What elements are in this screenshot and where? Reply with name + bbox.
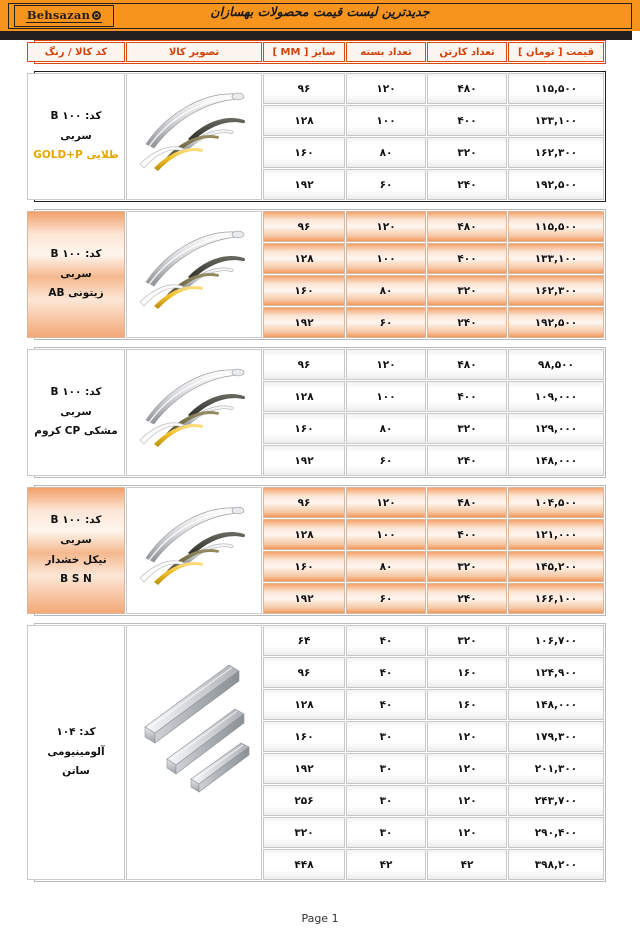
code-line-3: مشکی CP کروم <box>34 425 118 438</box>
aluminum-profile-set-icon <box>127 626 261 879</box>
cell-carton: ۴۰۰ <box>427 519 507 550</box>
code-line-3: نیکل خشدار <box>45 553 107 566</box>
cell-price: ۱۴۵,۲۰۰ <box>508 551 604 582</box>
cell-carton: ۳۲۰ <box>427 551 507 582</box>
code-line-1: کد: B ۱۰۰ <box>50 109 102 122</box>
cell-price: ۱۹۲,۵۰۰ <box>508 307 604 338</box>
page-number: Page 1 <box>301 912 339 925</box>
cell-pack: ۱۰۰ <box>346 243 426 274</box>
product-code-cell <box>27 625 125 880</box>
cell-size: ۹۶ <box>263 73 345 104</box>
product-block <box>34 71 606 202</box>
cell-size: ۱۲۸ <box>263 381 345 412</box>
cell-pack: ۱۰۰ <box>346 105 426 136</box>
code-line-1: کد: B ۱۰۰ <box>50 513 102 526</box>
cell-size: ۹۶ <box>263 487 345 518</box>
cell-pack: ۴۰ <box>346 657 426 688</box>
cell-price: ۱۲۴,۹۰۰ <box>508 657 604 688</box>
cell-size: ۱۹۲ <box>263 307 345 338</box>
logo-label: Behsazan <box>26 7 91 22</box>
cell-price: ۹۸,۵۰۰ <box>508 349 604 380</box>
code-line-1: کد: B ۱۰۰ <box>50 247 102 260</box>
product-image-cell <box>126 211 262 338</box>
cell-pack: ۸۰ <box>346 413 426 444</box>
cell-pack: ۳۰ <box>346 753 426 784</box>
cell-carton: ۳۲۰ <box>427 625 507 656</box>
bow-handle-set-icon <box>127 350 261 475</box>
column-header-image: تصویر کالا <box>126 42 262 62</box>
column-header-size: سایز [ MM ] <box>263 42 345 62</box>
cell-pack: ۱۰۰ <box>346 381 426 412</box>
column-header-pack: تعداد بسته <box>346 42 426 62</box>
cell-price: ۲۹۰,۴۰۰ <box>508 817 604 848</box>
cell-pack: ۱۲۰ <box>346 211 426 242</box>
bow-handle-illustration <box>128 354 260 472</box>
product-table <box>26 486 605 615</box>
cell-size: ۴۴۸ <box>263 849 345 880</box>
cell-pack: ۸۰ <box>346 137 426 168</box>
logo-wordmark <box>26 9 102 23</box>
bow-handle-set-icon <box>127 74 261 199</box>
code-line-2: سربی <box>60 405 92 418</box>
code-line-2: سربی <box>60 533 92 546</box>
code-line-4: B S N <box>60 573 92 586</box>
cell-price: ۳۹۸,۲۰۰ <box>508 849 604 880</box>
code-line-1: کد: ۱۰۴ <box>56 725 96 738</box>
cell-pack: ۱۲۰ <box>346 349 426 380</box>
cell-price: ۱۶۲,۳۰۰ <box>508 137 604 168</box>
cell-pack: ۶۰ <box>346 445 426 476</box>
cell-carton: ۲۴۰ <box>427 307 507 338</box>
product-code-cell <box>27 73 125 200</box>
code-line-3: زیتونی AB <box>48 287 104 300</box>
cell-carton: ۱۶۰ <box>427 689 507 720</box>
cell-pack: ۶۰ <box>346 307 426 338</box>
cell-size: ۱۹۲ <box>263 753 345 784</box>
cell-size: ۶۴ <box>263 625 345 656</box>
cell-size: ۱۶۰ <box>263 721 345 752</box>
column-header-carton: تعداد کارتن <box>427 42 507 62</box>
table-row <box>27 73 604 104</box>
cell-price: ۱۲۹,۰۰۰ <box>508 413 604 444</box>
cell-size: ۱۹۲ <box>263 445 345 476</box>
cell-price: ۲۴۳,۷۰۰ <box>508 785 604 816</box>
cell-price: ۱۲۱,۰۰۰ <box>508 519 604 550</box>
product-image-cell <box>126 349 262 476</box>
cell-price: ۱۱۵,۵۰۰ <box>508 211 604 242</box>
column-header-code: کد کالا / رنگ <box>27 42 125 62</box>
product-blocks <box>0 71 640 882</box>
product-table <box>26 348 605 477</box>
cell-pack: ۴۰ <box>346 625 426 656</box>
cell-size: ۱۶۰ <box>263 275 345 306</box>
product-code-cell <box>27 349 125 476</box>
table-row <box>27 349 604 380</box>
cell-pack: ۶۰ <box>346 583 426 614</box>
page-header-banner <box>0 0 640 34</box>
cell-pack: ۴۰ <box>346 689 426 720</box>
table-row <box>27 211 604 242</box>
cell-carton: ۲۴۰ <box>427 169 507 200</box>
cell-size: ۱۶۰ <box>263 137 345 168</box>
aluminum-profile-illustration <box>131 655 257 851</box>
cell-size: ۱۶۰ <box>263 413 345 444</box>
cell-price: ۱۱۵,۵۰۰ <box>508 73 604 104</box>
cell-size: ۹۶ <box>263 349 345 380</box>
page-footer <box>0 912 640 925</box>
cell-size: ۲۵۶ <box>263 785 345 816</box>
behsazan-logo <box>14 5 114 27</box>
price-list-sheet <box>0 40 640 889</box>
cell-carton: ۱۲۰ <box>427 817 507 848</box>
cell-pack: ۳۰ <box>346 785 426 816</box>
bow-handle-illustration <box>128 216 260 334</box>
cell-carton: ۳۲۰ <box>427 137 507 168</box>
cell-price: ۱۴۸,۰۰۰ <box>508 445 604 476</box>
cell-price: ۱۴۸,۰۰۰ <box>508 689 604 720</box>
column-header-price: قیمت [ تومان ] <box>508 42 604 62</box>
cell-carton: ۴۰۰ <box>427 243 507 274</box>
banner-title: جدیدترین لیست قیمت محصولات بهسازان <box>210 4 430 19</box>
cell-pack: ۸۰ <box>346 275 426 306</box>
cell-carton: ۴۲ <box>427 849 507 880</box>
product-code-cell <box>27 487 125 614</box>
header-row <box>27 42 604 62</box>
product-image-cell <box>126 73 262 200</box>
product-block <box>34 209 606 340</box>
table-row <box>27 487 604 518</box>
cell-carton: ۴۸۰ <box>427 73 507 104</box>
cell-carton: ۱۶۰ <box>427 657 507 688</box>
code-line-1: کد: B ۱۰۰ <box>50 385 102 398</box>
product-block <box>34 623 606 882</box>
cell-carton: ۱۲۰ <box>427 753 507 784</box>
cell-size: ۳۲۰ <box>263 817 345 848</box>
cell-price: ۱۳۳,۱۰۰ <box>508 243 604 274</box>
product-image-cell <box>126 625 262 880</box>
cell-carton: ۴۸۰ <box>427 349 507 380</box>
cell-price: ۱۰۶,۷۰۰ <box>508 625 604 656</box>
product-block <box>34 347 606 478</box>
cell-size: ۱۲۸ <box>263 519 345 550</box>
cell-size: ۹۶ <box>263 211 345 242</box>
cell-size: ۱۲۸ <box>263 689 345 720</box>
cell-size: ۹۶ <box>263 657 345 688</box>
table-row <box>27 625 604 656</box>
cell-carton: ۲۴۰ <box>427 445 507 476</box>
cell-carton: ۴۸۰ <box>427 487 507 518</box>
cell-carton: ۴۸۰ <box>427 211 507 242</box>
cell-size: ۱۹۲ <box>263 169 345 200</box>
banner-shadow-bar <box>0 31 640 40</box>
cell-size: ۱۲۸ <box>263 105 345 136</box>
cell-carton: ۳۲۰ <box>427 413 507 444</box>
cell-carton: ۴۰۰ <box>427 105 507 136</box>
bow-handle-illustration <box>128 78 260 196</box>
product-code-cell <box>27 211 125 338</box>
cell-pack: ۸۰ <box>346 551 426 582</box>
cell-price: ۱۰۴,۵۰۰ <box>508 487 604 518</box>
cell-carton: ۴۰۰ <box>427 381 507 412</box>
bow-handle-set-icon <box>127 488 261 613</box>
code-line-3: آلومینیومی ساتن <box>47 745 105 778</box>
table-header-frame <box>34 40 606 64</box>
cell-price: ۱۶۶,۱۰۰ <box>508 583 604 614</box>
product-table <box>26 72 605 201</box>
product-table <box>26 624 605 881</box>
cell-price: ۱۶۲,۳۰۰ <box>508 275 604 306</box>
cell-carton: ۱۲۰ <box>427 785 507 816</box>
product-image-cell <box>126 487 262 614</box>
ring-dot-mark-icon <box>92 11 101 20</box>
bow-handle-illustration <box>128 492 260 610</box>
code-line-3: طلایی GOLD+P <box>33 149 119 162</box>
cell-pack: ۱۲۰ <box>346 487 426 518</box>
cell-price: ۲۰۱,۳۰۰ <box>508 753 604 784</box>
cell-pack: ۳۰ <box>346 721 426 752</box>
cell-pack: ۱۲۰ <box>346 73 426 104</box>
cell-price: ۱۷۹,۳۰۰ <box>508 721 604 752</box>
code-line-2: سربی <box>60 267 92 280</box>
table-header <box>26 41 605 63</box>
cell-price: ۱۹۲,۵۰۰ <box>508 169 604 200</box>
cell-size: ۱۶۰ <box>263 551 345 582</box>
cell-size: ۱۲۸ <box>263 243 345 274</box>
product-block <box>34 485 606 616</box>
cell-price: ۱۰۹,۰۰۰ <box>508 381 604 412</box>
cell-carton: ۳۲۰ <box>427 275 507 306</box>
cell-price: ۱۳۳,۱۰۰ <box>508 105 604 136</box>
bow-handle-set-icon <box>127 212 261 337</box>
product-table <box>26 210 605 339</box>
cell-carton: ۱۲۰ <box>427 721 507 752</box>
cell-pack: ۴۲ <box>346 849 426 880</box>
cell-carton: ۲۴۰ <box>427 583 507 614</box>
cell-pack: ۶۰ <box>346 169 426 200</box>
cell-pack: ۱۰۰ <box>346 519 426 550</box>
cell-pack: ۳۰ <box>346 817 426 848</box>
cell-size: ۱۹۲ <box>263 583 345 614</box>
code-line-2: سربی <box>60 129 92 142</box>
